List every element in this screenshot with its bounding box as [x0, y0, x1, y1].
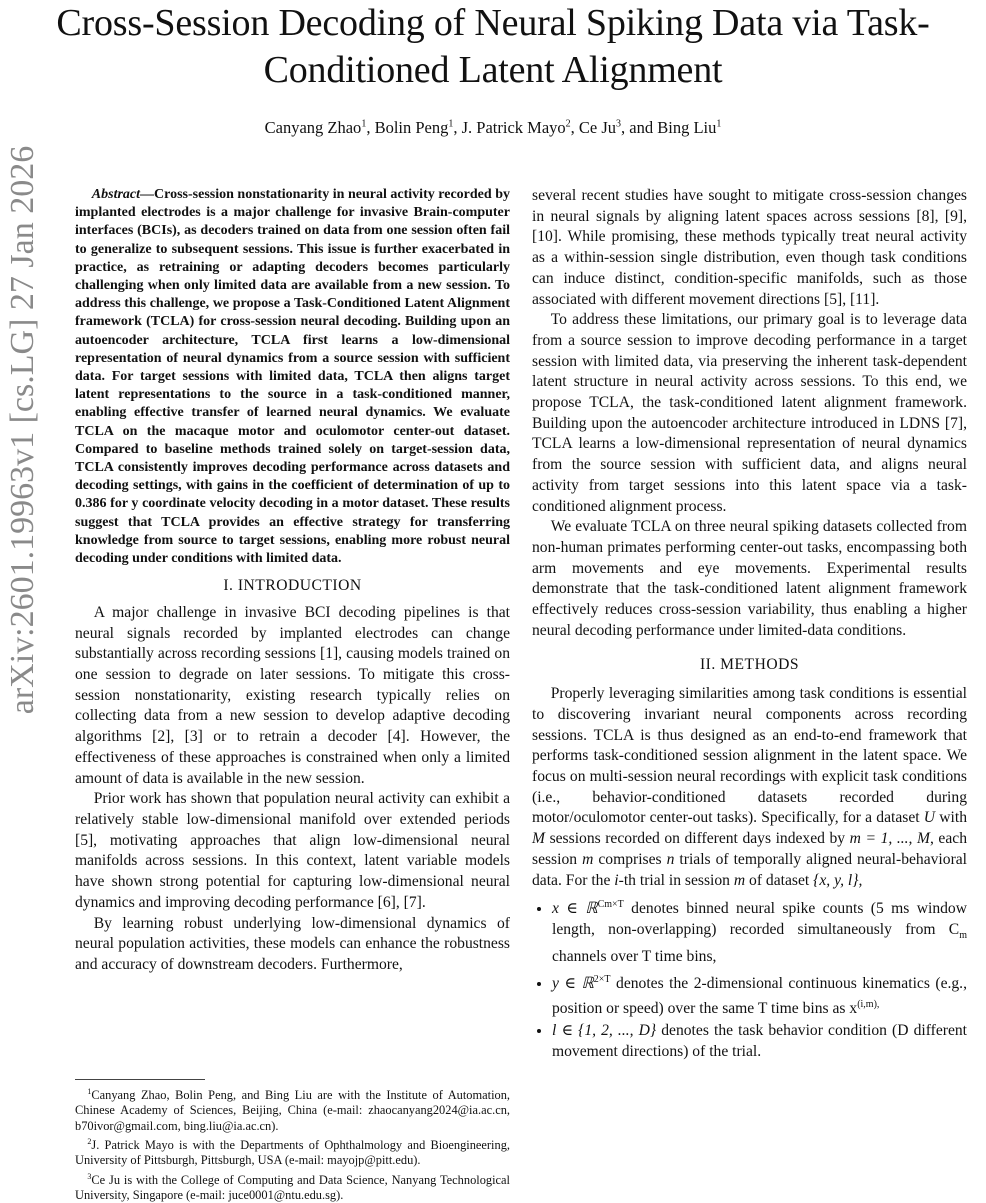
paper-title: Cross-Session Decoding of Neural Spiking Data via Task-Conditioned Latent Alignment: [56, 2, 930, 91]
affiliation-mark: 1: [361, 118, 367, 130]
abstract-text: Cross-session nonstationarity in neural activity recorded by implanted electrodes is a major challenge for invasive Brain-computer interfaces (BCIs), as decoders trained on data from one session often fail to generalize to subsequent sessions. This issue is further exacerbated in practice, as retraining or adapting decoders becomes particularly challenging when only limited data are available from a new session. To address this challenge, we propose a Task-Conditioned Latent Alignment framework (TCLA) for cross-session neural decoding. Building upon an autoencoder architecture, TCLA first learns a low-dimensional representation of neural dynamics from a source session with sufficient data. For target sessions with limited data, TCLA then aligns target latent representations to the source in a task-conditioned manner, enabling effective transfer of learned neural dynamics. We evaluate TCLA on the macaque motor and oculomotor center-out dataset. Compared to baseline methods trained solely on target-session data, TCLA consistently improves decoding performance across datasets and decoding settings, with gains in the coefficient of determination of up to 0.386 for y coordinate velocity decoding in a motor dataset. These results suggest that TCLA provides an effective strategy for transferring knowledge from source to target sessions, enabling more robust neural decoding under conditions with limited data.: [75, 187, 510, 567]
paragraph: Properly leveraging similarities among task conditions is essential to discovering invariant neural components across recording sessions. TCLA is thus designed as an end-to-end framework that performs task-conditioned session alignment in the latent space. We focus on multi-session neural recordings with explicit task conditions (i.e., behavior-conditioned datasets recorded during motor/oculomotor center-out tasks). Specifically, for a dataset U with M sessions recorded on different days indexed by m = 1, ..., M, each session m comprises n trials of temporally aligned neural-behavioral data. For the i-th trial in session m of dataset {x, y, l},: [532, 685, 968, 889]
author-name: Ce Ju: [578, 118, 617, 137]
footnotes: [75, 1079, 510, 1203]
paragraph: By learning robust underlying low-dimensional dynamics of neural population activities, these models can enhance the robustness and accuracy of downstream decoders. Furthermore,: [75, 914, 510, 973]
paragraph: To address these limitations, our primary goal is to leverage data from a source session to improve decoding performance in a target session with limited data, via preserving the inherent task-dependent latent structure in neural activity across sessions. To this end, we propose TCLA, the task-conditioned latent alignment framework. Building upon the autoencoder architecture introduced in LDNS [7], TCLA learns a low-dimensional representation of neural dynamics from the source session with sufficient data, and aligns neural activity from target sessions into this latent space via a task-conditioned alignment process.: [532, 311, 967, 515]
definition-list: [532, 895, 967, 1063]
author-name: Bolin Peng: [374, 118, 449, 137]
affiliation-mark: 3: [616, 118, 622, 130]
list-item: • l ∈ {1, 2, ..., D} denotes the task behavior condition (D different movement directions) of the trial.: [552, 1021, 967, 1062]
footnote: $^3$Ce Ju is with the College of Computing and Data Science, Nanyang Technological University, Singapore (e-mail: juce0001@ntu.edu.sg).: [75, 1171, 510, 1203]
footnote: $^1$Canyang Zhao, Bolin Peng, and Bing Liu are with the Institute of Automation, Chinese Academy of Sciences, Beijing, China (e-mail: zhaocanyang2024@ia.ac.cn, b70ivor@gmail.com, bing.liu@ia.ac.cn).: [75, 1087, 510, 1133]
footnote-rule: [75, 1079, 205, 1080]
footnote: $^2$J. Patrick Mayo is with the Departments of Ophthalmology and Bioengineering, University of Pittsburgh, Pittsburgh, USA (e-mail: mayojp@pitt.edu).: [75, 1137, 510, 1168]
affiliation-mark: 1: [716, 118, 722, 130]
right-column: [532, 186, 967, 1065]
abstract: Abstract—Cross-session nonstationarity in neural activity recorded by implanted electrodes is a major challenge for invasive Brain-computer interfaces (BCIs), as decoders trained on data from one session often fail to generalize to subsequent sessions. This issue is further exacerbated in practice, as retraining or adapting decoders becomes particularly challenging when only limited data are available from a new session. To address this challenge, we propose a Task-Conditioned Latent Alignment framework (TCLA) for cross-session neural decoding. Building upon an autoencoder architecture, TCLA first learns a low-dimensional representation of neural dynamics from a source session with sufficient data. For target sessions with limited data, TCLA then aligns target latent representations to the source in a task-conditioned manner, enabling effective transfer of learned neural dynamics. We evaluate TCLA on the macaque motor and oculomotor center-out dataset. Compared to baseline methods trained solely on target-session data, TCLA consistently improves decoding performance across datasets and decoding settings, with gains in the coefficient of determination of up to 0.386 for y coordinate velocity decoding in a motor dataset. These results suggest that TCLA provides an effective strategy for transferring knowledge from source to target sessions, enabling more robust neural decoding under conditions with limited data.: [75, 187, 510, 567]
author-list: Canyang Zhao$^1$, Bolin Peng$^1$, J. Patrick Mayo$^2$, Ce Ju$^3$, and Bing Liu$^1$: [264, 118, 722, 137]
affiliation-mark: 2: [565, 118, 571, 130]
section-heading-methods: II. METHODS: [699, 656, 800, 674]
author-name: Bing Liu: [657, 118, 717, 137]
author-name: Canyang Zhao: [264, 118, 362, 137]
paragraph: several recent studies have sought to mitigate cross-session changes in neural signals by aligning latent spaces across sessions [8], [9], [10]. While promising, these methods typically treat neural activity as a within-session single distribution, even though task conditions can induce distinct, condition-specific manifolds, such as those associated with different movement directions [5], [11].: [532, 187, 967, 308]
abstract-label: Abstract: [91, 187, 141, 202]
affiliation-mark: 1: [448, 118, 454, 130]
author-name: J. Patrick Mayo: [461, 118, 566, 137]
list-item: • x ∈ ℝ$^{Cm\times T}$ denotes binned neural spike counts (5 ms window length, non-overlapping) recorded simultaneously from $C_m$ channels over T time bins,: [552, 895, 967, 967]
list-item: • y ∈ ℝ$^{2\times T}$ denotes the 2-dimensional continuous kinematics (e.g., position or speed) over the same T time bins as $x^{(i,m),}$: [552, 970, 967, 1020]
paragraph: A major challenge in invasive BCI decoding pipelines is that neural signals recorded by implanted electrodes can change substantially across recording sessions [1], causing models trained on one session to degrade on later sessions. To mitigate this cross-session nonstationarity, existing research typically relies on collecting data from a new session to develop adaptive decoding algorithms [2], [3] or to retrain a decoder [4]. However, the effectiveness of these approaches is constrained when only a limited amount of data is available in the new session.: [75, 603, 510, 787]
left-column: [75, 186, 510, 976]
section-heading-introduction: I. INTRODUCTION: [223, 577, 362, 595]
arxiv-stamp: arXiv:2601.19963v1 [cs.LG] 27 Jan 2026: [4, 145, 41, 715]
paragraph: Prior work has shown that population neural activity can exhibit a relatively stable low-dimensional manifold over extended periods [5], motivating approaches that align low-dimensional neural manifolds across sessions. In this context, latent variable models have shown strong potential for capturing low-dimensional neural dynamics and improving decoding performance [6], [7].: [75, 790, 510, 911]
paragraph: We evaluate TCLA on three neural spiking datasets collected from non-human primates performing center-out tasks, encompassing both arm movements and eye movements. Experimental results demonstrate that the task-conditioned latent alignment framework effectively reduces cross-session variability, thus enabling a higher neural decoding performance under limited-data conditions.: [532, 518, 967, 639]
